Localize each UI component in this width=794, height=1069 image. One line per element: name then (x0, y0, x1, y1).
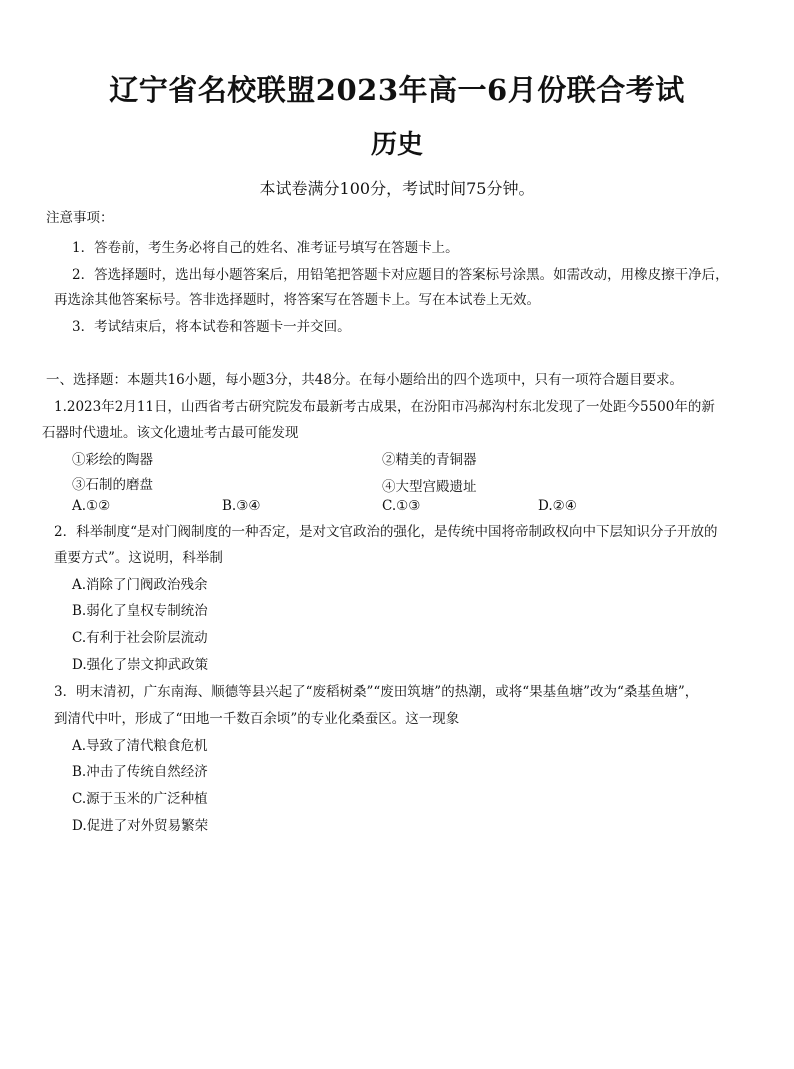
q2-stem-line-2: 重要方式”。这说明，科举制 (54, 550, 223, 566)
q1-option-a[interactable]: A.①② (72, 498, 111, 514)
q3-option-a[interactable]: A.导致了清代粮食危机 (72, 738, 208, 754)
notes-item-2-line-2: 再选涂其他答案标号。答非选择题时，将答案写在答题卡上。写在本试卷上无效。 (54, 292, 540, 308)
q1-option-d[interactable]: D.②④ (538, 498, 577, 514)
q3-option-b[interactable]: B.冲击了传统自然经济 (72, 764, 208, 780)
q1-item-2: ②精美的青铜器 (382, 452, 477, 468)
q3-stem-line-2: 到清代中叶，形成了“田地一千数百余顷”的专业化桑蚕区。这一现象 (54, 711, 460, 727)
q2-stem-line-1: 2．科举制度“是对门阀制度的一种否定，是对文官政治的强化，是传统中国将帝制政权向中下层知识分子开放的 (54, 524, 718, 540)
q1-stem-line-2: 石器时代遗址。该文化遗址考古最可能发现 (42, 425, 299, 441)
notes-item-1: 1．答卷前，考生务必将自己的姓名、准考证号填写在答题卡上。 (72, 240, 459, 256)
q1-item-1: ①彩绘的陶器 (72, 452, 153, 468)
notes-heading: 注意事项： (46, 210, 114, 226)
exam-info: 本试卷满分100分，考试时间75分钟。 (259, 179, 535, 198)
q1-option-b[interactable]: B.③④ (222, 498, 261, 514)
exam-title: 辽宁省名校联盟2023年高一6月份联合考试 (109, 73, 685, 107)
q2-option-c[interactable]: C.有利于社会阶层流动 (72, 630, 208, 646)
q3-option-c[interactable]: C.源于玉米的广泛种植 (72, 791, 208, 807)
notes-item-3: 3．考试结束后，将本试卷和答题卡一并交回。 (72, 319, 351, 335)
q2-option-b[interactable]: B.弱化了皇权专制统治 (72, 603, 208, 619)
q3-stem-line-1: 3．明末清初，广东南海、顺德等县兴起了“废稻树桑”“废田筑塘”的热潮，或将“果基鱼塘”改为“桑基鱼塘”， (54, 684, 699, 700)
q3-option-d[interactable]: D.促进了对外贸易繁荣 (72, 818, 209, 834)
section-1-heading: 一、选择题：本题共16小题，每小题3分，共48分。在每小题给出的四个选项中，只有一项符合题目要求。 (46, 372, 683, 388)
q1-option-c[interactable]: C.①③ (382, 498, 421, 514)
q1-item-3: ③石制的磨盘 (72, 477, 153, 493)
notes-item-2-line-1: 2．答选择题时，选出每小题答案后，用铅笔把答题卡对应题目的答案标号涂黑。如需改动，用橡皮擦干净后， (72, 267, 729, 283)
q1-item-4: ④大型宫殿遗址 (382, 479, 477, 495)
q2-option-a[interactable]: A.消除了门阀政治残余 (72, 577, 208, 593)
subject-title: 历史 (370, 130, 423, 160)
q2-option-d[interactable]: D.强化了崇文抑武政策 (72, 657, 209, 673)
q1-stem-line-1: 1.2023年2月11日，山西省考古研究院发布最新考古成果，在汾阳市冯郝沟村东北发现了一处距今5500年的新 (54, 399, 715, 415)
